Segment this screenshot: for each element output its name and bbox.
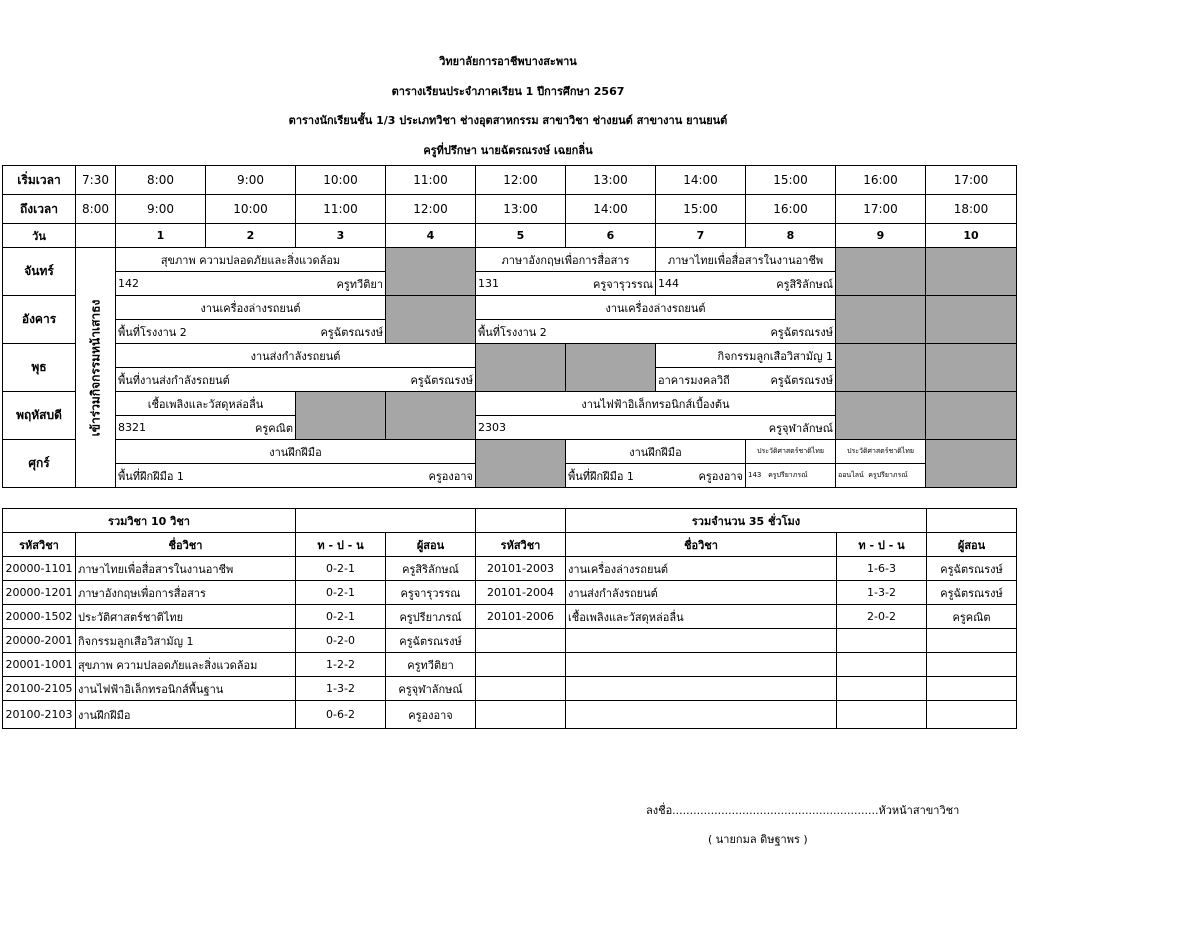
schedule-table <box>2 165 1017 488</box>
subject-teacher: ครูจารุวรรณ <box>386 581 476 605</box>
end-time: 10:00 <box>206 195 296 224</box>
subject-tpn: 1-3-2 <box>296 677 386 701</box>
start-time: 15:00 <box>746 166 836 195</box>
period-number: 1 <box>116 224 206 248</box>
subject-code: 20000-1101 <box>3 557 76 581</box>
table-row <box>3 557 1017 581</box>
spacer <box>566 416 656 440</box>
col-code: รหัสวิชา <box>3 533 76 557</box>
period-number: 3 <box>296 224 386 248</box>
summary-row <box>3 509 1017 533</box>
subject-teacher: ครูฉัตรณรงษ์ <box>386 629 476 653</box>
free-slot <box>836 392 926 440</box>
subject-name: กิจกรรมลูกเสือวิสามัญ 1 <box>76 629 296 653</box>
blank-cell <box>476 629 566 653</box>
tuesday-room-1: พื้นที่โรงงาน 2 <box>116 320 206 344</box>
col-code: รหัสวิชา <box>476 533 566 557</box>
tuesday-row <box>3 296 1017 320</box>
end-time: 17:00 <box>836 195 926 224</box>
friday-room-teacher-4 <box>836 464 926 488</box>
subject-code: 20000-2001 <box>3 629 76 653</box>
subject-header-row <box>3 533 1017 557</box>
total-subjects: รวมวิชา 10 วิชา <box>3 509 296 533</box>
blank-cell <box>927 701 1017 729</box>
blank-cell <box>837 629 927 653</box>
friday-teacher-4: ครูปรียาภรณ์ <box>868 471 908 479</box>
monday-teacher-2: ครูจารุวรรณ <box>566 272 656 296</box>
subject-code: 20100-2103 <box>3 701 76 729</box>
day-thursday: พฤหัสบดี <box>3 392 76 440</box>
wednesday-teacher-2: ครูฉัตรณรงษ์ <box>746 368 836 392</box>
spacer <box>566 320 656 344</box>
free-slot <box>926 344 1017 392</box>
table-row <box>3 677 1017 701</box>
col-tpn: ท - ป - น <box>296 533 386 557</box>
monday-teacher-1: ครูทวีติยา <box>296 272 386 296</box>
blank-cell <box>476 653 566 677</box>
period-number: 8 <box>746 224 836 248</box>
col-teacher: ผู้สอน <box>386 533 476 557</box>
start-time: 11:00 <box>386 166 476 195</box>
homeroom-start: 7:30 <box>76 166 116 195</box>
end-time: 11:00 <box>296 195 386 224</box>
thursday-room-1: 8321 <box>116 416 206 440</box>
start-time: 9:00 <box>206 166 296 195</box>
friday-subject-4: ประวัติศาสตร์ชาติไทย <box>836 440 926 464</box>
subject-teacher: ครูองอาจ <box>386 701 476 729</box>
class-info: ตารางนักเรียนชั้น 1/3 ประเภทวิชา ช่างอุตสาหกรรม สาขาวิชา ช่างยนต์ สาขางาน ยานยนต์ <box>288 114 728 127</box>
end-time: 13:00 <box>476 195 566 224</box>
friday-teacher-2: ครูองอาจ <box>656 464 746 488</box>
subject-name: ภาษาไทยเพื่อสื่อสารในงานอาชีพ <box>76 557 296 581</box>
free-slot <box>296 392 386 440</box>
table-row <box>3 653 1017 677</box>
period-label: วัน <box>3 224 76 248</box>
thursday-teacher-2: ครูจุฬาลักษณ์ <box>746 416 836 440</box>
day-monday: จันทร์ <box>3 248 76 296</box>
blank-cell <box>566 677 837 701</box>
subject-name: งานฝึกฝีมือ <box>76 701 296 729</box>
table-row <box>3 701 1017 729</box>
free-slot <box>836 296 926 344</box>
friday-room-3: 143 <box>748 471 762 479</box>
flag-ceremony-label: เข้าร่วมกิจกรรมหน้าเสาธง <box>88 299 102 436</box>
subject-name: งานเครื่องล่างรถยนต์ <box>566 557 837 581</box>
tuesday-teacher-2: ครูฉัตรณรงษ์ <box>746 320 836 344</box>
tuesday-subject-2: งานเครื่องล่างรถยนต์ <box>476 296 836 320</box>
spacer <box>656 416 746 440</box>
friday-room-2: พื้นที่ฝึกฝีมือ 1 <box>566 464 656 488</box>
blank-cell <box>927 509 1017 533</box>
end-time: 15:00 <box>656 195 746 224</box>
subject-teacher: ครูทวีติยา <box>386 653 476 677</box>
signature-line: ลงชื่อ...........................................................หัวหน้าสาขาวิชา <box>646 804 960 817</box>
spacer <box>656 320 746 344</box>
friday-teacher-3: ครูปรียาภรณ์ <box>768 471 808 479</box>
period-blank <box>76 224 116 248</box>
blank-cell <box>566 701 837 729</box>
subject-code: 20101-2003 <box>476 557 566 581</box>
wednesday-subject-1: งานส่งกำลังรถยนต์ <box>116 344 476 368</box>
blank-cell <box>927 677 1017 701</box>
blank-cell <box>476 677 566 701</box>
day-tuesday: อังคาร <box>3 296 76 344</box>
tuesday-teacher-1: ครูฉัตรณรงษ์ <box>296 320 386 344</box>
free-slot <box>476 440 566 488</box>
subject-code: 20000-1502 <box>3 605 76 629</box>
subject-teacher: ครูฉัตรณรงษ์ <box>927 557 1017 581</box>
subject-name: งานส่งกำลังรถยนต์ <box>566 581 837 605</box>
subject-code: 20101-2004 <box>476 581 566 605</box>
thursday-subject-2: งานไฟฟ้าอิเล็กทรอนิกส์เบื้องต้น <box>476 392 836 416</box>
table-row <box>3 581 1017 605</box>
start-time: 14:00 <box>656 166 746 195</box>
blank-cell <box>296 509 476 533</box>
blank-cell <box>927 629 1017 653</box>
free-slot <box>926 248 1017 296</box>
blank-cell <box>566 653 837 677</box>
blank-cell <box>476 701 566 729</box>
tuesday-room-2: พื้นที่โรงงาน 2 <box>476 320 566 344</box>
monday-room-1: 142 <box>116 272 206 296</box>
free-slot <box>566 344 656 392</box>
monday-subject-3: ภาษาไทยเพื่อสื่อสารในงานอาชีพ <box>656 248 836 272</box>
term-title: ตารางเรียนประจำภาคเรียน 1 ปีการศึกษา 2567 <box>391 85 625 98</box>
subject-name: งานไฟฟ้าอิเล็กทรอนิกส์พื้นฐาน <box>76 677 296 701</box>
monday-subject-2: ภาษาอังกฤษเพื่อการสื่อสาร <box>476 248 656 272</box>
subject-tpn: 0-2-1 <box>296 557 386 581</box>
period-number: 7 <box>656 224 746 248</box>
start-time: 12:00 <box>476 166 566 195</box>
subject-tpn: 0-2-1 <box>296 605 386 629</box>
col-teacher: ผู้สอน <box>927 533 1017 557</box>
subject-name: ภาษาอังกฤษเพื่อการสื่อสาร <box>76 581 296 605</box>
period-number: 9 <box>836 224 926 248</box>
period-number: 4 <box>386 224 476 248</box>
friday-teacher-1: ครูองอาจ <box>386 464 476 488</box>
wednesday-subject-2: กิจกรรมลูกเสือวิสามัญ 1 <box>656 344 836 368</box>
spacer <box>296 368 386 392</box>
period-number: 10 <box>926 224 1017 248</box>
free-slot <box>386 392 476 440</box>
end-time: 12:00 <box>386 195 476 224</box>
monday-room-2: 131 <box>476 272 566 296</box>
start-label: เริ่มเวลา <box>3 166 76 195</box>
free-slot <box>386 296 476 344</box>
day-wednesday: พุธ <box>3 344 76 392</box>
college-title: วิทยาลัยการอาชีพบางสะพาน <box>439 55 577 68</box>
col-name: ชื่อวิชา <box>76 533 296 557</box>
end-time: 14:00 <box>566 195 656 224</box>
subject-name: สุขภาพ ความปลอดภัยและสิ่งแวดล้อม <box>76 653 296 677</box>
subject-teacher: ครูสิริลักษณ์ <box>386 557 476 581</box>
blank-cell <box>566 629 837 653</box>
subject-tpn: 0-2-1 <box>296 581 386 605</box>
end-time: 16:00 <box>746 195 836 224</box>
period-number: 5 <box>476 224 566 248</box>
period-number: 2 <box>206 224 296 248</box>
monday-teacher-3: ครูสิริลักษณ์ <box>746 272 836 296</box>
col-name: ชื่อวิชา <box>566 533 837 557</box>
spacer <box>206 272 296 296</box>
thursday-subject-1: เชื้อเพลิงและวัสดุหล่อลื่น <box>116 392 296 416</box>
friday-room-4: ออนไลน์ <box>838 471 864 479</box>
free-slot <box>836 248 926 296</box>
flag-ceremony-cell <box>76 248 116 488</box>
friday-subject-3: ประวัติศาสตร์ชาติไทย <box>746 440 836 464</box>
signature-name: ( นายกมล ดิษฐาพร ) <box>708 833 808 846</box>
blank-cell <box>837 701 927 729</box>
start-time: 16:00 <box>836 166 926 195</box>
end-label: ถึงเวลา <box>3 195 76 224</box>
blank-cell <box>837 677 927 701</box>
subject-code: 20101-2006 <box>476 605 566 629</box>
tuesday-subject-1: งานเครื่องล่างรถยนต์ <box>116 296 386 320</box>
blank-cell <box>476 509 566 533</box>
table-row <box>3 629 1017 653</box>
thursday-room-2: 2303 <box>476 416 566 440</box>
friday-subject-2: งานฝึกฝีมือ <box>566 440 746 464</box>
monday-room-3: 144 <box>656 272 746 296</box>
monday-subject-1: สุขภาพ ความปลอดภัยและสิ่งแวดล้อม <box>116 248 386 272</box>
end-time: 18:00 <box>926 195 1017 224</box>
thursday-row <box>3 392 1017 416</box>
friday-subject-1: งานฝึกฝีมือ <box>116 440 476 464</box>
subject-teacher: ครูปรียาภรณ์ <box>386 605 476 629</box>
blank-cell <box>837 653 927 677</box>
free-slot <box>926 392 1017 440</box>
wednesday-teacher-1: ครูฉัตรณรงษ์ <box>386 368 476 392</box>
subject-name: เชื้อเพลิงและวัสดุหล่อลื่น <box>566 605 837 629</box>
subject-teacher: ครูคณิต <box>927 605 1017 629</box>
homeroom-end: 8:00 <box>76 195 116 224</box>
subject-tpn: 0-2-0 <box>296 629 386 653</box>
free-slot <box>926 440 1017 488</box>
free-slot <box>386 248 476 296</box>
start-time: 13:00 <box>566 166 656 195</box>
period-number: 6 <box>566 224 656 248</box>
col-tpn: ท - ป - น <box>837 533 927 557</box>
friday-room-teacher-3 <box>746 464 836 488</box>
spacer <box>296 464 386 488</box>
subject-tpn: 1-3-2 <box>837 581 927 605</box>
friday-room-1: พื้นที่ฝึกฝีมือ 1 <box>116 464 296 488</box>
subject-table <box>2 508 1017 729</box>
start-time: 8:00 <box>116 166 206 195</box>
subject-teacher: ครูจุฬาลักษณ์ <box>386 677 476 701</box>
friday-row <box>3 440 1017 464</box>
end-time-row <box>3 195 1017 224</box>
wednesday-row <box>3 344 1017 368</box>
monday-row <box>3 248 1017 272</box>
end-time: 9:00 <box>116 195 206 224</box>
subject-tpn: 0-6-2 <box>296 701 386 729</box>
subject-code: 20100-2105 <box>3 677 76 701</box>
period-row <box>3 224 1017 248</box>
advisor-title: ครูที่ปรึกษา นายฉัตรณรงษ์ เฉยกลิ่น <box>423 144 593 157</box>
subject-tpn: 2-0-2 <box>837 605 927 629</box>
subject-teacher: ครูฉัตรณรงษ์ <box>927 581 1017 605</box>
day-friday: ศุกร์ <box>3 440 76 488</box>
table-row <box>3 605 1017 629</box>
start-time: 10:00 <box>296 166 386 195</box>
free-slot <box>836 344 926 392</box>
subject-tpn: 1-2-2 <box>296 653 386 677</box>
subject-code: 20001-1001 <box>3 653 76 677</box>
wednesday-room-2: อาคารมงคลวิถี <box>656 368 746 392</box>
start-time: 17:00 <box>926 166 1017 195</box>
spacer <box>206 320 296 344</box>
subject-code: 20000-1201 <box>3 581 76 605</box>
free-slot <box>476 344 566 392</box>
start-time-row <box>3 166 1017 195</box>
subject-name: ประวัติศาสตร์ชาติไทย <box>76 605 296 629</box>
wednesday-room-1: พื้นที่งานส่งกำลังรถยนต์ <box>116 368 296 392</box>
blank-cell <box>927 653 1017 677</box>
thursday-teacher-1: ครูคณิต <box>206 416 296 440</box>
subject-tpn: 1-6-3 <box>837 557 927 581</box>
total-hours: รวมจำนวน 35 ชั่วโมง <box>566 509 927 533</box>
free-slot <box>926 296 1017 344</box>
